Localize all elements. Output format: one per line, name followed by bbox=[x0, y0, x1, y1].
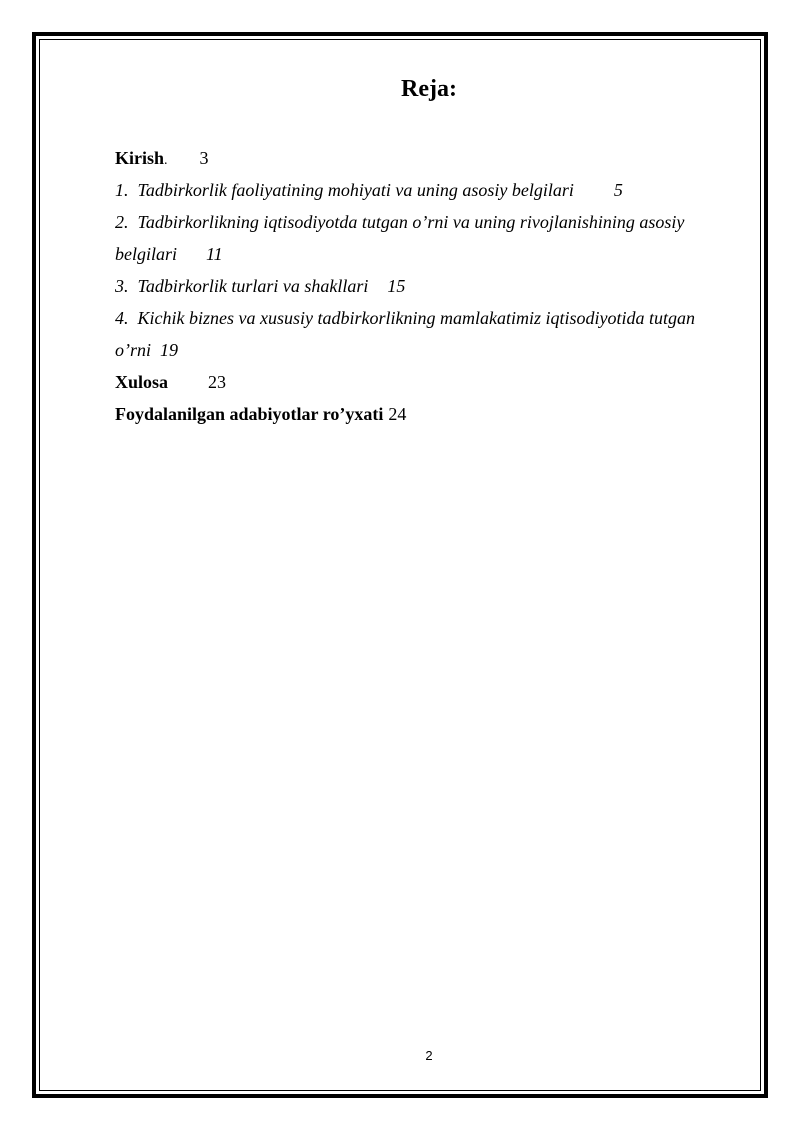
table-of-contents bbox=[115, 142, 735, 430]
toc-item4-number: 4. bbox=[115, 308, 129, 328]
toc-item4-text-line1: Kichik biznes va xususiy tadbirkorlikning mamlakatimiz iqtisodiyotida tutgan bbox=[137, 308, 695, 328]
toc-item4-page: 19 bbox=[160, 340, 178, 360]
toc-references-label: Foydalanilgan adabiyotlar ro’yxati bbox=[115, 404, 384, 424]
toc-item3-page: 15 bbox=[387, 276, 406, 296]
toc-item1-number: 1. bbox=[115, 180, 129, 200]
toc-item4-text-line2: o’rni bbox=[115, 340, 151, 360]
toc-conclusion-label: Xulosa bbox=[115, 372, 169, 392]
toc-entry-references bbox=[115, 398, 735, 430]
toc-item1-page: 5 bbox=[613, 180, 623, 200]
toc-item3-text: Tadbirkorlik turlari va shakllari bbox=[137, 276, 369, 296]
document-title: Reja: bbox=[401, 76, 457, 102]
toc-references-page: 24 bbox=[388, 404, 407, 424]
toc-entry-4-line1 bbox=[115, 302, 735, 334]
toc-item2-page: 11 bbox=[206, 244, 223, 264]
toc-item2-number: 2. bbox=[115, 212, 129, 232]
toc-item2-text-line2: belgilari bbox=[115, 244, 177, 264]
toc-entry-2-line2 bbox=[115, 238, 735, 270]
toc-entry-intro bbox=[115, 142, 735, 174]
toc-item2-text-line1: Tadbirkorlikning iqtisodiyotda tutgan o’rni va uning rivojlanishining asosiy bbox=[137, 212, 685, 232]
toc-intro-punct: . bbox=[164, 153, 168, 168]
page-number: 2 bbox=[425, 1048, 433, 1063]
toc-entry-4-line2 bbox=[115, 334, 735, 366]
toc-intro-label: Kirish bbox=[115, 148, 165, 168]
toc-intro-page: 3 bbox=[199, 148, 209, 168]
toc-item1-text: Tadbirkorlik faoliyatining mohiyati va uning asosiy belgilari bbox=[137, 180, 574, 200]
toc-entry-1 bbox=[115, 174, 735, 206]
toc-entry-3 bbox=[115, 270, 735, 302]
toc-entry-2-line1 bbox=[115, 206, 735, 238]
toc-item3-number: 3. bbox=[115, 276, 129, 296]
toc-entry-conclusion bbox=[115, 366, 735, 398]
toc-conclusion-page: 23 bbox=[208, 372, 227, 392]
